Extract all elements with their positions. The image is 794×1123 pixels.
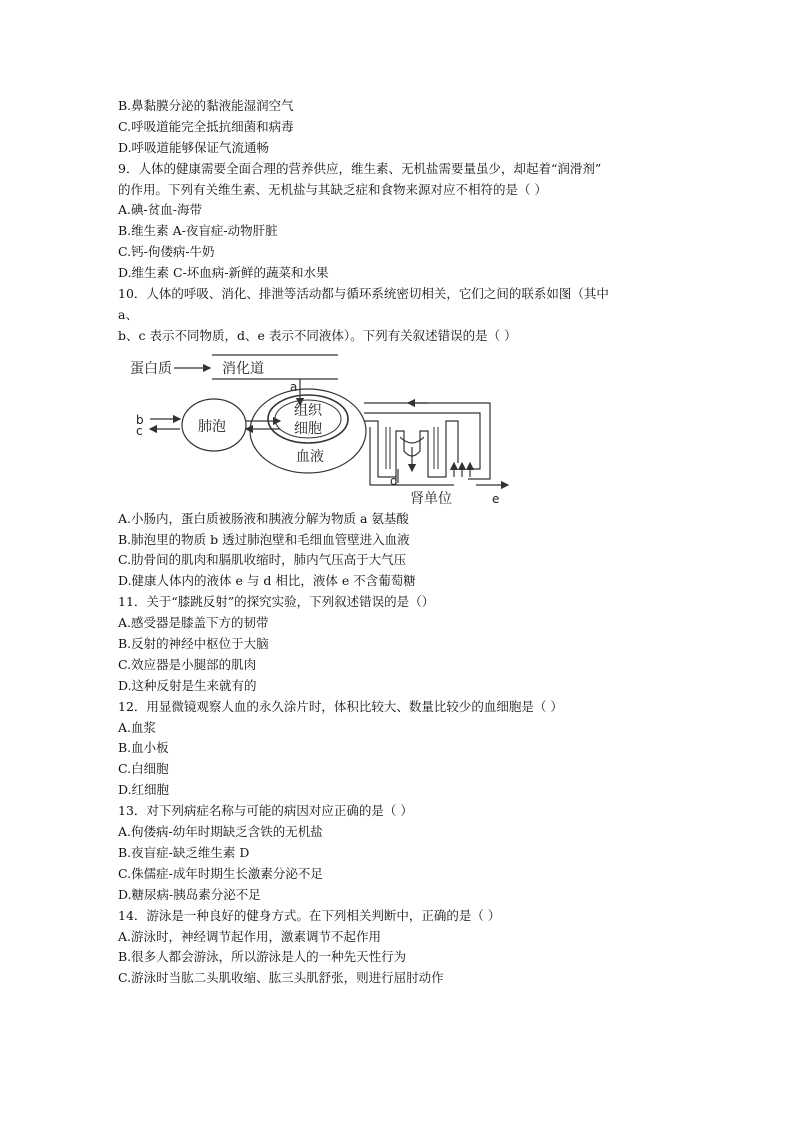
q8-option-c: C.呼吸道能完全抵抗细菌和病毒 (118, 118, 294, 134)
label-protein: 蛋白质 (130, 360, 172, 377)
q9-option-a: A.碘-贫血-海带 (118, 202, 202, 218)
q14-option-c: C.游泳时当肱二头肌收缩、肱三头肌舒张，则进行屈肘动作 (118, 970, 444, 986)
q10-stem-line-2: a、 (118, 306, 138, 322)
q9-option-b: B.维生素 A-夜盲症-动物肝脏 (118, 223, 278, 239)
q13-option-d: D.糖尿病-胰岛素分泌不足 (118, 886, 261, 902)
q11-option-b: B.反射的神经中枢位于大脑 (118, 636, 269, 652)
q13-option-b: B.夜盲症-缺乏维生素 D (118, 844, 250, 860)
q14-option-b: B.很多人都会游泳，所以游泳是人的一种先天性行为 (118, 949, 407, 965)
q10-stem-line-3: b、c 表示不同物质，d、e 表示不同液体）。下列有关叙述错误的是（ ） (118, 327, 517, 343)
q11-stem: 11．关于“膝跳反射”的探究实验，下列叙述错误的是（） (118, 594, 435, 610)
kidney-tubule (364, 421, 458, 477)
q10-option-a: A.小肠内，蛋白质被肠液和胰液分解为物质 a 氨基酸 (118, 510, 409, 526)
q10-option-c: C.肋骨间的肌肉和膈肌收缩时，肺内气压高于大气压 (118, 552, 407, 568)
label-kidney-unit: 肾单位 (410, 490, 452, 507)
q10-option-b: B.肺泡里的物质 b 透过肺泡壁和毛细血管壁进入血液 (118, 531, 410, 547)
q9-option-c: C.钙-佝偻病-牛奶 (118, 244, 215, 260)
question-13 (118, 801, 678, 905)
q14-option-a: A.游泳时，神经调节起作用，激素调节不起作用 (118, 928, 382, 944)
circulation-diagram-svg (128, 351, 528, 509)
q11-option-a: A.感受器是膝盖下方的韧带 (118, 615, 269, 631)
label-digestive-tract: 消化道 (222, 360, 264, 377)
question-9 (118, 159, 678, 284)
q11-option-c: C.效应器是小腿部的肌肉 (118, 656, 257, 672)
circulation-diagram (118, 347, 678, 509)
q14-stem: 14．游泳是一种良好的健身方式。在下列相关判断中，正确的是（ ） (118, 907, 501, 923)
question-11 (118, 592, 678, 696)
q9-stem-line-1: 9．人体的健康需要全面合理的营养供应，维生素、无机盐需要量虽少，却起着“润滑剂” (118, 160, 602, 176)
q9-stem-line-2: 的作用。下列有关维生素、无机盐与其缺乏症和食物来源对应不相符的是（ ） (118, 181, 547, 197)
label-a: a (290, 379, 298, 394)
q12-option-c: C.白细胞 (118, 761, 169, 777)
question-14 (118, 906, 678, 990)
label-c: c (136, 423, 143, 438)
kidney-outer-vessel (364, 403, 490, 479)
q12-option-b: B.血小板 (118, 740, 169, 756)
q12-option-a: A.血浆 (118, 719, 157, 735)
question-12 (118, 697, 678, 801)
label-blood: 血液 (296, 448, 324, 465)
q10-stem-line-1: 10．人体的呼吸、消化、排泄等活动都与循环系统密切相关，它们之间的联系如图（其中 (118, 286, 609, 302)
label-tissue-cell-1: 组织 (294, 402, 322, 419)
q11-option-d: D.这种反射是生来就有的 (118, 677, 257, 693)
label-b: b (136, 412, 144, 427)
exam-page (118, 96, 678, 989)
q8-option-b: B.鼻黏膜分泌的黏液能湿润空气 (118, 98, 294, 113)
q13-option-c: C.侏儒症-成年时期生长激素分泌不足 (118, 865, 323, 881)
label-alveolus: 肺泡 (198, 418, 226, 435)
question-10 (118, 284, 678, 592)
question-8-tail (118, 96, 678, 159)
q12-stem: 12．用显微镜观察人血的永久涂片时，体积比较大、数量比较少的血细胞是（ ） (118, 698, 563, 714)
q12-option-d: D.红细胞 (118, 782, 170, 798)
label-d: d (390, 473, 398, 488)
q8-option-d: D.呼吸道能够保证气流通畅 (118, 139, 270, 155)
q9-option-d: D.维生素 C-坏血病-新鲜的蔬菜和水果 (118, 265, 329, 281)
label-e: e (492, 491, 500, 506)
q13-stem: 13．对下列病症名称与可能的病因对应正确的是（ ） (118, 803, 413, 819)
label-tissue-cell-2: 细胞 (294, 420, 322, 437)
q10-option-d: D.健康人体内的液体 e 与 d 相比，液体 e 不含葡萄糖 (118, 573, 416, 589)
q13-option-a: A.佝偻病-幼年时期缺乏含铁的无机盐 (118, 824, 323, 840)
